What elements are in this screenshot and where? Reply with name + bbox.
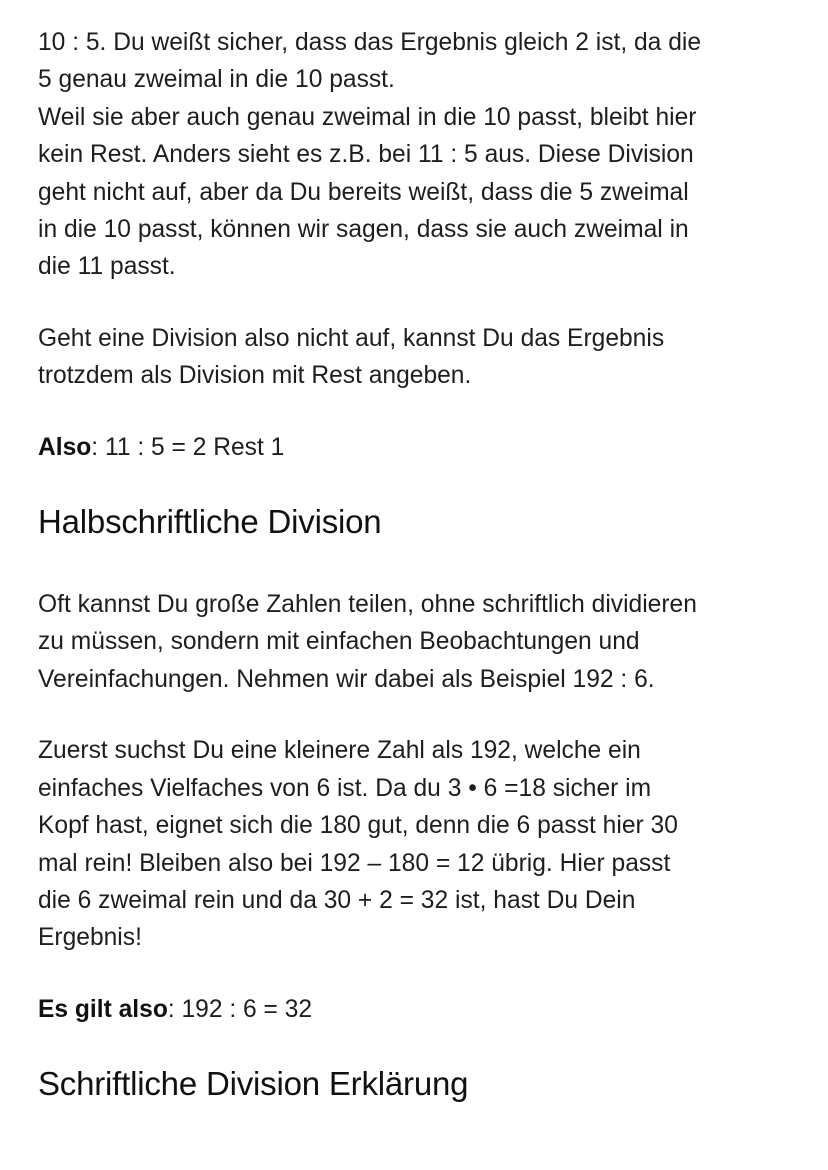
text-line: kein Rest. Anders sieht es z.B. bei 11 : 5 aus. Diese Division <box>38 141 694 169</box>
text-line: geht nicht auf, aber da Du bereits weißt, dass die 5 zweimal <box>38 178 689 206</box>
heading-halbschriftliche-division: Halbschriftliche Division <box>38 503 382 541</box>
result-text: : 11 : 5 = 2 Rest 1 <box>91 433 285 461</box>
paragraph-division-remainder <box>38 320 790 395</box>
heading-schriftliche-division: Schriftliche Division Erklärung <box>38 1065 469 1103</box>
text-line: die 11 passt. <box>38 253 176 281</box>
text-line: Weil sie aber auch genau zweimal in die 10 passt, bleibt hier <box>38 103 697 131</box>
result-text: : 192 : 6 = 32 <box>167 995 313 1023</box>
text-line: Ergebnis! <box>38 924 142 952</box>
paragraph-division-intro <box>38 24 790 286</box>
text-line: trotzdem als Division mit Rest angeben. <box>38 362 472 390</box>
text-line: Zuerst suchst Du eine kleinere Zahl als 192, welche ein <box>38 737 641 765</box>
paragraph-step-by-step <box>38 732 790 956</box>
result-lead: Also <box>38 433 92 461</box>
text-line: die 6 zweimal rein und da 30 + 2 = 32 ist, hast Du Dein <box>38 886 636 914</box>
result-remainder-example <box>38 429 790 466</box>
text-line: mal rein! Bleiben also bei 192 – 180 = 12 übrig. Hier passt <box>38 849 671 877</box>
text-line: 5 genau zweimal in die 10 passt. <box>38 66 395 94</box>
text-line: 10 : 5. Du weißt sicher, dass das Ergebnis gleich 2 ist, da die <box>38 29 702 56</box>
paragraph-large-numbers <box>38 586 790 698</box>
result-lead: Es gilt also <box>38 995 168 1023</box>
text-line: Oft kannst Du große Zahlen teilen, ohne schriftlich dividieren <box>38 591 697 619</box>
text-line: in die 10 passt, können wir sagen, dass sie auch zweimal in <box>38 216 689 244</box>
text-line: Vereinfachungen. Nehmen wir dabei als Beispiel 192 : 6. <box>38 665 655 693</box>
text-line: Kopf hast, eignet sich die 180 gut, denn die 6 passt hier 30 <box>38 812 678 840</box>
text-line: Geht eine Division also nicht auf, kannst Du das Ergebnis <box>38 324 665 352</box>
text-line: einfaches Vielfaches von 6 ist. Da du 3 • 6 =18 sicher im <box>38 774 652 802</box>
result-halbschriftlich-example <box>38 991 790 1028</box>
text-line: zu müssen, sondern mit einfachen Beobachtungen und <box>38 628 640 656</box>
